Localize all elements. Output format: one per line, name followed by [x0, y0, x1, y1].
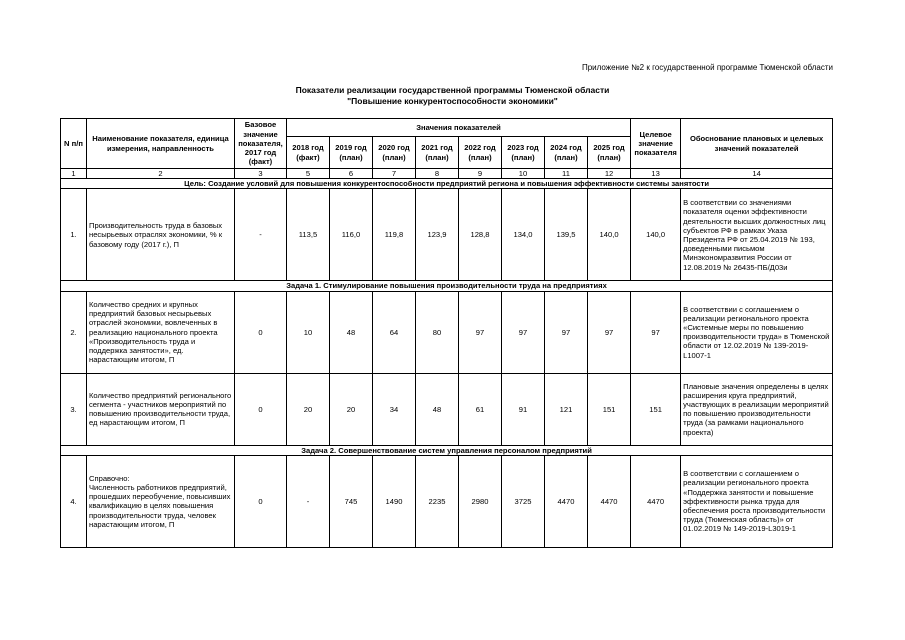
target-value: 140,0: [631, 189, 681, 281]
value-2021: 2235: [416, 455, 459, 547]
value-2020: 1490: [373, 455, 416, 547]
col-number: 12: [588, 169, 631, 179]
basis-text: В соответствии с соглашением о реализации регионального проекта «Поддержка занятости и повышение эффективности рынка труда для обеспечения роста производительности труда (Тюменская область)» от 01.02.2019 № 149-2019-L3019-1: [681, 455, 833, 547]
value-2021: 80: [416, 291, 459, 373]
header-2019: 2019 год (план): [330, 137, 373, 169]
value-2022: 97: [459, 291, 502, 373]
header-np: N п/п: [61, 119, 87, 169]
goal-row: [61, 179, 833, 189]
indicator-name: Количество предприятий регионального сегмента - участников мероприятий по повышению производительности труда, ед нарастающим итогом, П: [87, 373, 235, 445]
header-base: Базовое значение показателя, 2017 год (факт): [235, 119, 287, 169]
header-name: Наименование показателя, единица измерения, направленность: [87, 119, 235, 169]
value-2019: 48: [330, 291, 373, 373]
target-value: 151: [631, 373, 681, 445]
header-basis: Обоснование плановых и целевых значений показателей: [681, 119, 833, 169]
value-2022: 2980: [459, 455, 502, 547]
header-2024: 2024 год (план): [545, 137, 588, 169]
value-2020: 119,8: [373, 189, 416, 281]
row-number: 3.: [61, 373, 87, 445]
value-2020: 64: [373, 291, 416, 373]
col-number: 13: [631, 169, 681, 179]
basis-text: В соответствии с соглашением о реализации регионального проекта «Системные меры по повышению производительности труда» в Тюменской области от 12.02.2019 № 139-2019-L1007-1: [681, 291, 833, 373]
value-2021: 123,9: [416, 189, 459, 281]
value-2022: 61: [459, 373, 502, 445]
value-2023: 91: [502, 373, 545, 445]
row-number: 4.: [61, 455, 87, 547]
value-2023: 3725: [502, 455, 545, 547]
table-row: [61, 455, 833, 547]
row-number: 1.: [61, 189, 87, 281]
header-2025: 2025 год (план): [588, 137, 631, 169]
header-2018: 2018 год (факт): [287, 137, 330, 169]
header-target: Целевое значение показателя: [631, 119, 681, 169]
task1-text: Задача 1. Стимулирование повышения производительности труда на предприятиях: [61, 281, 833, 291]
value-2019: 116,0: [330, 189, 373, 281]
col-number: 11: [545, 169, 588, 179]
value-2025: 151: [588, 373, 631, 445]
col-number: 3: [235, 169, 287, 179]
value-2024: 97: [545, 291, 588, 373]
base-value: -: [235, 189, 287, 281]
value-2022: 128,8: [459, 189, 502, 281]
task1-row: [61, 281, 833, 291]
value-2018: 113,5: [287, 189, 330, 281]
col-number: 8: [416, 169, 459, 179]
value-2018: 20: [287, 373, 330, 445]
row-number: 2.: [61, 291, 87, 373]
base-value: 0: [235, 291, 287, 373]
col-number: 7: [373, 169, 416, 179]
header-2022: 2022 год (план): [459, 137, 502, 169]
appendix-note: Приложение №2 к государственной программе Тюменской области: [581, 63, 833, 72]
basis-text: В соответствии со значениями показателя оценки эффективности деятельности высших должностных лиц субъектов РФ в рамках Указа Президента РФ от 25.04.2019 № 193, доведенными письмом Минэкономразвития России от 12.08.2019 № 26435-ПБ/Д03и: [681, 189, 833, 281]
value-2025: 97: [588, 291, 631, 373]
value-2019: 745: [330, 455, 373, 547]
indicator-name: Справочно: Численность работников предприятий, прошедших переобучение, повысивших квалификацию в целях повышения производительности труда, человек нарастающим итогом, П: [87, 455, 235, 547]
value-2023: 134,0: [502, 189, 545, 281]
header-values-group: Значения показателей: [287, 119, 631, 137]
value-2024: 4470: [545, 455, 588, 547]
indicator-name: Производительность труда в базовых несырьевых отраслях экономики, % к базовому году (2017 г.), П: [87, 189, 235, 281]
indicators-table: [60, 118, 833, 548]
header-2020: 2020 год (план): [373, 137, 416, 169]
value-2024: 121: [545, 373, 588, 445]
value-2025: 140,0: [588, 189, 631, 281]
col-number: 14: [681, 169, 833, 179]
header-2023: 2023 год (план): [502, 137, 545, 169]
indicator-name: Количество средних и крупных предприятий базовых несырьевых отраслей экономики, вовлеченных в реализацию национального проекта «Производительность труда и поддержка занятости», ед. нарастающим итогом, П: [87, 291, 235, 373]
basis-text: Плановые значения определены в целях расширения круга предприятий, участвующих в реализации мероприятий по повышению производительности труда (за рамками национального проекта): [681, 373, 833, 445]
value-2020: 34: [373, 373, 416, 445]
header-2021: 2021 год (план): [416, 137, 459, 169]
col-number: 9: [459, 169, 502, 179]
value-2025: 4470: [588, 455, 631, 547]
value-2021: 48: [416, 373, 459, 445]
title-line-1: Показатели реализации государственной программы Тюменской области: [295, 85, 610, 95]
value-2019: 20: [330, 373, 373, 445]
target-value: 4470: [631, 455, 681, 547]
table-row: [61, 373, 833, 445]
value-2024: 139,5: [545, 189, 588, 281]
base-value: 0: [235, 455, 287, 547]
value-2018: -: [287, 455, 330, 547]
col-number: 5: [287, 169, 330, 179]
goal-text: Цель: Создание условий для повышения конкурентоспособности предприятий региона и повышения эффективности системы занятости: [61, 179, 833, 189]
table-row: [61, 291, 833, 373]
task2-text: Задача 2. Совершенствование систем управления персоналом предприятий: [61, 445, 833, 455]
task2-row: [61, 445, 833, 455]
column-numbers-row: [61, 169, 833, 179]
table-row: [61, 189, 833, 281]
col-number: 6: [330, 169, 373, 179]
value-2023: 97: [502, 291, 545, 373]
value-2018: 10: [287, 291, 330, 373]
col-number: 1: [61, 169, 87, 179]
title-line-2: "Повышение конкурентоспособности экономики": [347, 96, 558, 106]
col-number: 2: [87, 169, 235, 179]
col-number: 10: [502, 169, 545, 179]
base-value: 0: [235, 373, 287, 445]
document-title: [0, 85, 905, 107]
target-value: 97: [631, 291, 681, 373]
